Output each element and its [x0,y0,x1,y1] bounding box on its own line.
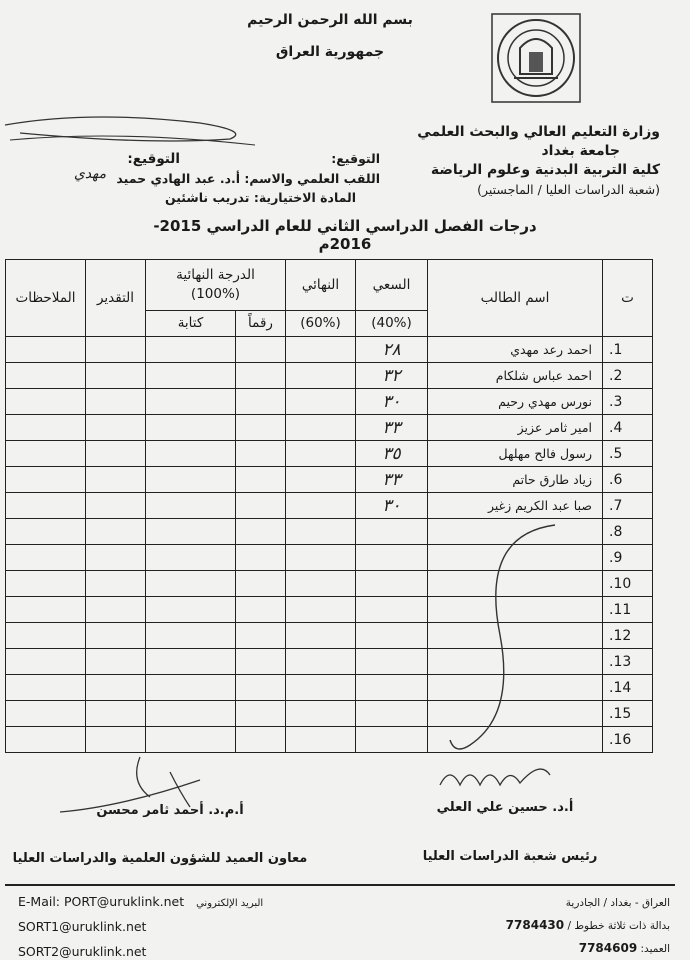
notes-cell [6,467,86,493]
total-digits [236,493,286,519]
effort-score: ٢٨ [356,337,428,363]
right-signatory-title: رئيس شعبة الدراسات العليا [422,849,598,864]
total-words [146,363,236,389]
col-header-name: اسم الطالب [428,260,603,337]
col-header-final: النهائي [286,260,356,311]
final-score [286,519,356,545]
total-digits [236,389,286,415]
total-words [146,389,236,415]
footer-email-line [18,894,318,909]
col-header-num: ت [603,260,653,337]
page-title: درجات الفصل الدراسي الثاني للعام الدراسي 2015-2016م [153,217,537,253]
effort-score: ٣٣ [356,415,428,441]
total-words [146,467,236,493]
total-words [146,597,236,623]
row-number: .6 [603,467,653,493]
notes-cell [6,597,86,623]
notes-cell [6,623,86,649]
grade-cell [86,519,146,545]
final-score [286,571,356,597]
grade-cell [86,649,146,675]
notes-cell [6,389,86,415]
grade-cell [86,441,146,467]
total-digits [236,363,286,389]
basmala: بسم الله الرحمن الرحيم [247,12,413,28]
email-label-ar: البريد الإلكتروني [196,898,264,909]
course-name: المادة الاختيارية: تدريب ناشئين [164,190,356,205]
effort-score [356,571,428,597]
final-score [286,727,356,753]
row-number: .14 [603,675,653,701]
total-words [146,675,236,701]
grade-cell [86,545,146,571]
republic: جمهورية العراق [275,44,385,60]
phone-number: 7784430 [505,918,565,932]
effort-score: ٣٢ [356,363,428,389]
total-words [146,337,236,363]
notes-cell [6,701,86,727]
grade-cell [86,415,146,441]
effort-score [356,675,428,701]
col-header-digits: رقماً [236,310,286,336]
final-score [286,467,356,493]
final-score [286,493,356,519]
final-score [286,597,356,623]
table-row [6,363,653,389]
col-header-total [146,260,286,311]
ministry-block [360,123,660,199]
notes-cell [6,519,86,545]
row-number: .10 [603,571,653,597]
student-name: صبا عبد الكريم زغير [428,493,603,519]
grade-cell [86,727,146,753]
grade-cell [86,675,146,701]
col-header-grade: التقدير [86,260,146,337]
final-score [286,623,356,649]
email-label: E-Mail: [18,894,61,909]
row-number: .4 [603,415,653,441]
footer-address: العراق - بغداد / الجادرية [565,897,670,909]
row-number: .16 [603,727,653,753]
total-digits [236,545,286,571]
col-header-final-pct: (60%) [286,310,356,336]
dean-label: العميد: [640,943,670,955]
total-digits [236,441,286,467]
final-score [286,389,356,415]
col-header-effort: السعي [356,260,428,311]
footer-phone-line [420,918,670,932]
instructor-signature: مهدي [73,166,107,182]
total-digits [236,649,286,675]
total-words [146,649,236,675]
student-name: احمد رعد مهدي [428,337,603,363]
table-row [6,415,653,441]
notes-cell [6,649,86,675]
closing-scribble [420,515,570,765]
final-score [286,363,356,389]
row-number: .8 [603,519,653,545]
footer-divider [5,884,675,886]
row-number: .13 [603,649,653,675]
college: كلية التربية البدنية وعلوم الرياضة [430,162,660,178]
total-digits [236,727,286,753]
total-digits [236,571,286,597]
instructor-name: اللقب العلمي والاسم: أ.د. عبد الهادي حميد [116,171,380,186]
table-row [6,337,653,363]
grade-cell [86,389,146,415]
row-number: .5 [603,441,653,467]
final-score [286,649,356,675]
total-words [146,545,236,571]
total-words [146,701,236,727]
total-digits [236,701,286,727]
row-number: .11 [603,597,653,623]
notes-cell [6,545,86,571]
grade-cell [86,701,146,727]
grade-cell [86,363,146,389]
total-words [146,519,236,545]
effort-score [356,701,428,727]
final-score [286,337,356,363]
total-words [146,493,236,519]
effort-score: ٣٠ [356,389,428,415]
col-header-words: كتابة [146,310,236,336]
university: جامعة بغداد [541,143,620,159]
final-score [286,701,356,727]
grade-cell [86,623,146,649]
final-score [286,441,356,467]
dean-phone: 7784609 [578,941,638,955]
col-header-total-label: الدرجة النهائية [176,266,255,283]
ministry: وزارة التعليم العالي والبحث العلمي [417,124,660,140]
notes-cell [6,675,86,701]
notes-cell [6,415,86,441]
final-score [286,675,356,701]
row-number: .7 [603,493,653,519]
right-signature-scribble [430,755,560,805]
grade-cell [86,597,146,623]
row-number: .12 [603,623,653,649]
student-name: نورس مهدي رحيم [428,389,603,415]
row-number: .2 [603,363,653,389]
total-words [146,415,236,441]
left-signatory-name: أ.م.د. أحمد ثامر محسن [96,803,244,818]
effort-score [356,649,428,675]
col-header-total-pct: (100%) [190,285,241,302]
notes-cell [6,441,86,467]
row-number: .1 [603,337,653,363]
total-digits [236,415,286,441]
final-score [286,545,356,571]
col-header-notes: الملاحظات [6,260,86,337]
student-name: امير ثامر عزيز [428,415,603,441]
grade-cell [86,337,146,363]
notes-cell [6,571,86,597]
right-signatory-name: أ.د. حسين علي العلي [436,800,574,815]
student-name: زياد طارق حاتم [428,467,603,493]
effort-score: ٣٠ [356,493,428,519]
left-signatory-title: معاون العميد للشؤون العلمية والدراسات العليا [12,851,308,866]
notes-cell [6,493,86,519]
university-seal-icon [490,12,582,104]
department: (شعبة الدراسات العليا / الماجستير) [477,182,660,197]
phone-label: بدالة ذات ثلاثة خطوط / [567,920,670,932]
total-digits [236,467,286,493]
total-words [146,571,236,597]
table-row [6,389,653,415]
table-row [6,441,653,467]
total-digits [236,597,286,623]
student-name: احمد عباس شلكام [428,363,603,389]
grade-cell [86,493,146,519]
notes-cell [6,363,86,389]
total-words [146,623,236,649]
email-1[interactable]: PORT@uruklink.net [64,894,185,909]
notes-cell [6,727,86,753]
effort-score [356,623,428,649]
row-number: .3 [603,389,653,415]
email-3[interactable]: SORT2@uruklink.net [18,944,147,959]
effort-score [356,519,428,545]
total-words [146,727,236,753]
grade-cell [86,571,146,597]
table-row [6,467,653,493]
total-digits [236,337,286,363]
email-2[interactable]: SORT1@uruklink.net [18,919,147,934]
col-header-effort-pct: (40%) [356,310,428,336]
row-number: .15 [603,701,653,727]
effort-score [356,727,428,753]
effort-score: ٣٥ [356,441,428,467]
grade-cell [86,467,146,493]
effort-score [356,545,428,571]
middle-signature-label: التوقيع: [331,151,380,166]
effort-score [356,597,428,623]
left-signature-label: التوقيع: [127,151,180,167]
row-number: .9 [603,545,653,571]
total-words [146,441,236,467]
effort-score: ٣٣ [356,467,428,493]
notes-cell [6,337,86,363]
footer-dean-line [470,941,670,955]
total-digits [236,519,286,545]
total-digits [236,675,286,701]
total-digits [236,623,286,649]
student-name: رسول فالح مهلهل [428,441,603,467]
final-score [286,415,356,441]
